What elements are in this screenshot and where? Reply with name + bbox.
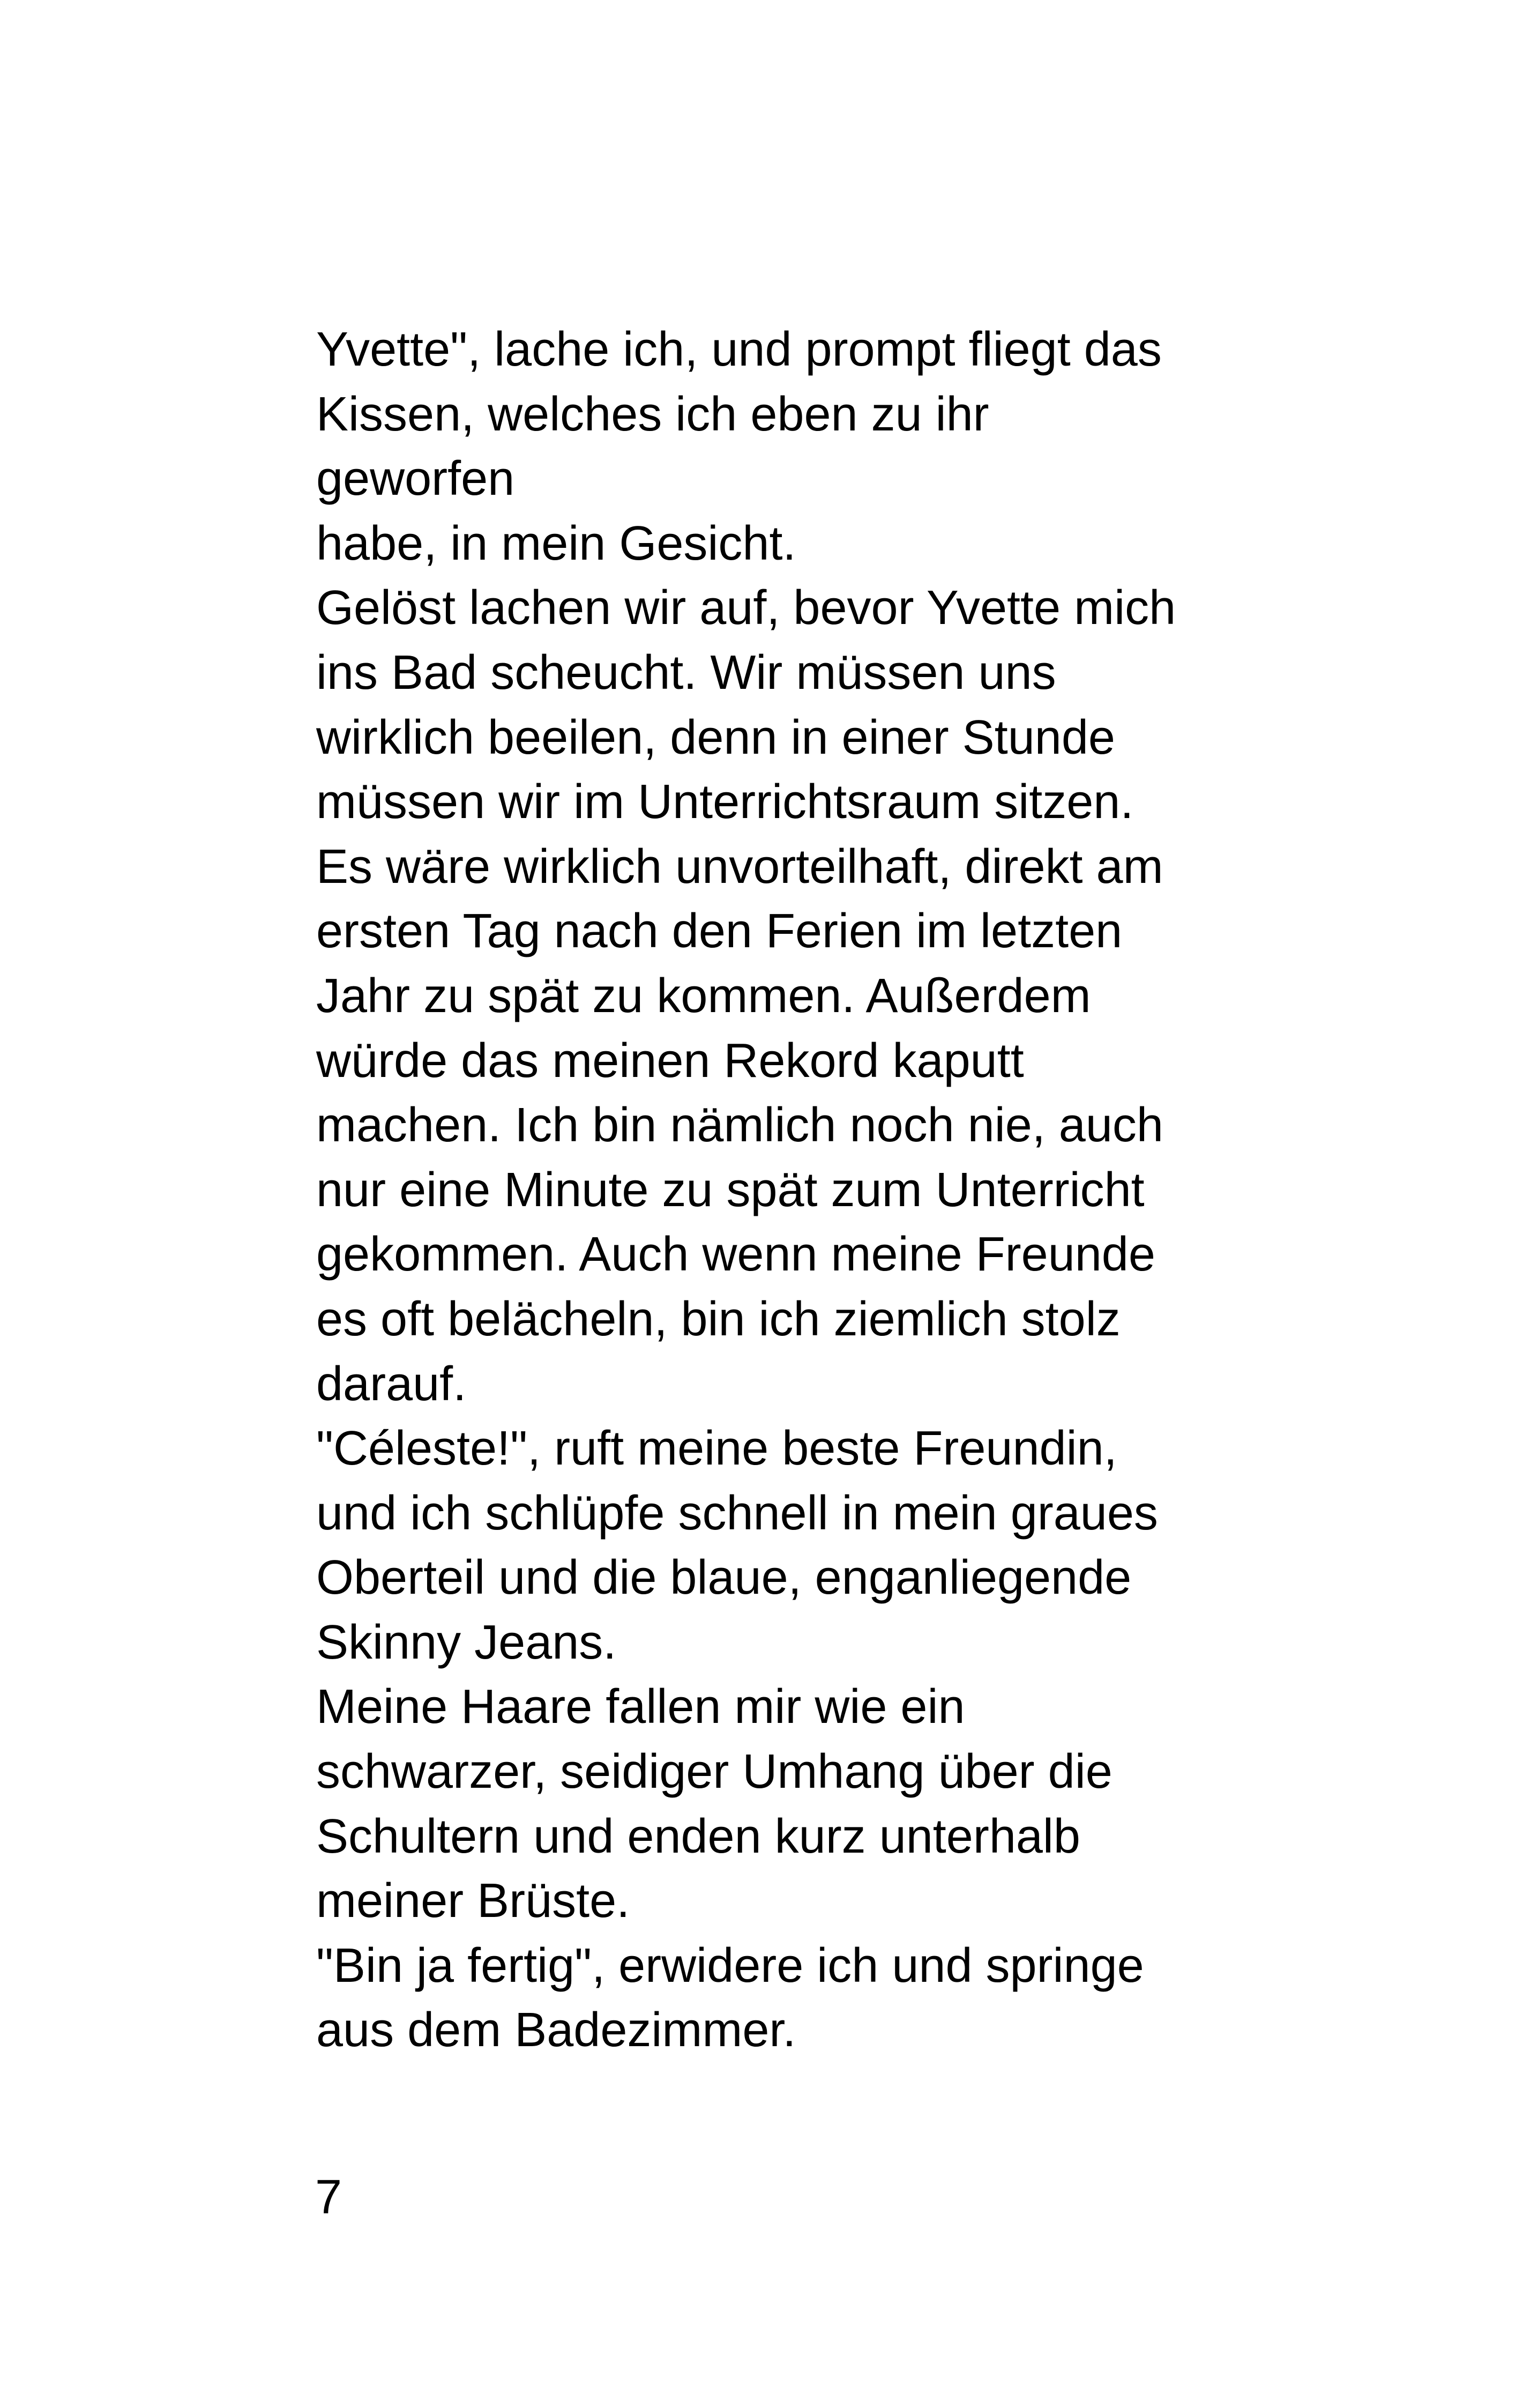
text-line: darauf. [316, 1357, 467, 1411]
text-line: meiner Brüste. [316, 1874, 630, 1928]
text-line: "Bin ja fertig", erwidere ich und springe [316, 1938, 1144, 1993]
text-line: müssen wir im Unterrichtsraum sitzen. [316, 775, 1134, 829]
text-line: Skinny Jeans. [316, 1615, 617, 1669]
text-line: aus dem Badezimmer. [316, 2003, 796, 2057]
text-line: nur eine Minute zu spät zum Unterricht [316, 1163, 1145, 1217]
text-line: ins Bad scheucht. Wir müssen uns [316, 645, 1056, 700]
text-line: wirklich beeilen, denn in einer Stunde [316, 710, 1115, 764]
text-line: es oft belächeln, bin ich ziemlich stolz [316, 1292, 1121, 1346]
text-line: und ich schlüpfe schnell in mein graues [316, 1486, 1158, 1540]
text-line: schwarzer, seidiger Umhang über die [316, 1745, 1113, 1799]
text-line: geworfen [316, 452, 515, 506]
text-line: Meine Haare fallen mir wie ein [316, 1680, 965, 1734]
text-line: ersten Tag nach den Ferien im letzten [316, 904, 1123, 958]
text-line: machen. Ich bin nämlich noch nie, auch [316, 1098, 1163, 1153]
text-line: Gelöst lachen wir auf, bevor Yvette mich [316, 581, 1176, 635]
text-line: gekommen. Auch wenn meine Freunde [316, 1228, 1155, 1282]
text-line: Yvette", lache ich, und prompt fliegt das [316, 323, 1162, 376]
text-line: Oberteil und die blaue, enganliegende [316, 1551, 1132, 1605]
body-text [316, 317, 1227, 2063]
page-number: 7 [315, 2171, 342, 2224]
text-line: würde das meinen Rekord kaputt [316, 1034, 1024, 1088]
text-line: "Céleste!", ruft meine beste Freundin, [316, 1422, 1117, 1476]
text-line: Jahr zu spät zu kommen. Außerdem [316, 969, 1091, 1023]
text-line: habe, in mein Gesicht. [316, 516, 796, 570]
text-line: Schultern und enden kurz unterhalb [316, 1809, 1080, 1863]
text-line: Kissen, welches ich eben zu ihr [316, 387, 989, 441]
text-line: Es wäre wirklich unvorteilhaft, direkt am [316, 839, 1163, 894]
